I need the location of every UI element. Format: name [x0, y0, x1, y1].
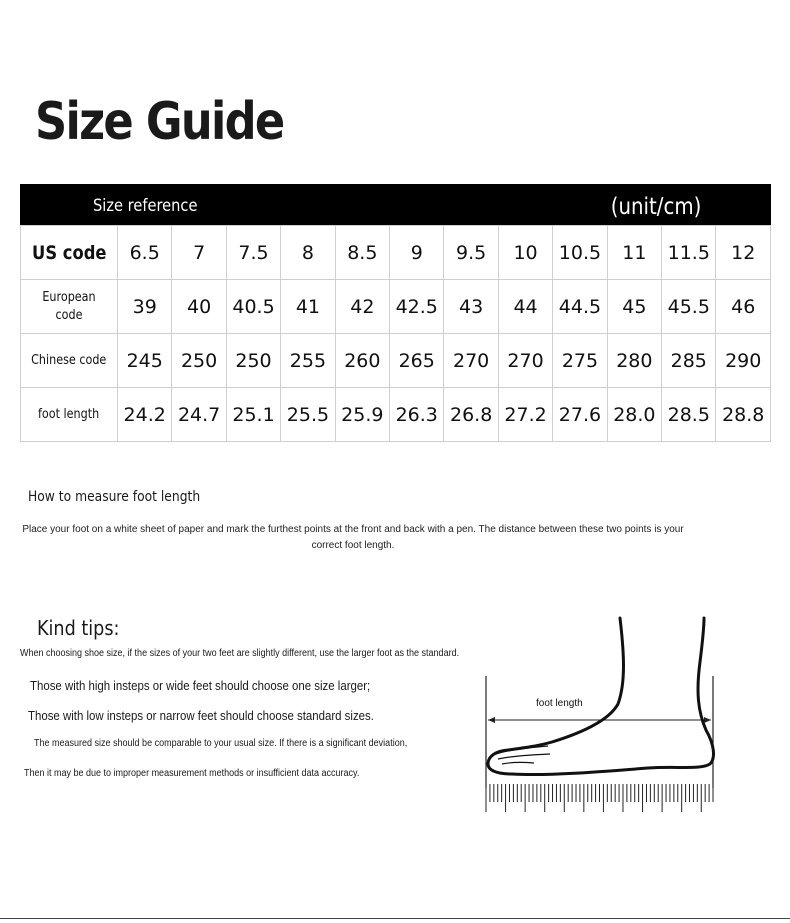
- table-cell: 280: [607, 334, 661, 388]
- table-cell: 25.5: [281, 388, 335, 442]
- foot-outline: [488, 618, 713, 775]
- table-row: [21, 388, 771, 442]
- table-cell: 24.7: [172, 388, 226, 442]
- table-cell: 45.5: [662, 280, 716, 334]
- table-cell: 290: [716, 334, 771, 388]
- toe-line-3: [502, 762, 534, 764]
- table-cell: 43: [444, 280, 498, 334]
- table-cell: 12: [716, 226, 771, 280]
- kind-tips-title: Kind tips:: [37, 616, 120, 640]
- row-label: [21, 388, 118, 442]
- table-cell: 10.5: [553, 226, 607, 280]
- toe-line-2: [498, 754, 550, 759]
- table-cell: 275: [553, 334, 607, 388]
- table-cell: 42: [335, 280, 389, 334]
- tip-line-2: Those with high insteps or wide feet should choose one size larger;: [30, 678, 371, 693]
- measure-title: How to measure foot length: [28, 489, 201, 505]
- table-cell: 11.5: [662, 226, 716, 280]
- table-cell: 7.5: [226, 226, 280, 280]
- tip-line-5: Then it may be due to improper measurement methods or insufficient data accuracy.: [24, 768, 360, 779]
- table-cell: 44: [498, 280, 552, 334]
- row-label: [21, 280, 118, 334]
- measure-instructions: Place your foot on a white sheet of paper and mark the furthest points at the front and back with a pen. The distance between these two points is your correct foot length.: [22, 524, 684, 551]
- table-cell: 39: [118, 280, 172, 334]
- row-label-text: European code: [42, 289, 96, 323]
- ruler: [486, 784, 713, 812]
- row-label-text: foot length: [38, 406, 100, 422]
- table-cell: 44.5: [553, 280, 607, 334]
- table-cell: 26.3: [390, 388, 444, 442]
- table-cell: 285: [662, 334, 716, 388]
- table-cell: 8.5: [335, 226, 389, 280]
- table-cell: 245: [118, 334, 172, 388]
- table-cell: 41: [281, 280, 335, 334]
- table-cell: 8: [281, 226, 335, 280]
- table-row: [21, 334, 771, 388]
- tip-line-3: Those with low insteps or narrow feet should choose standard sizes.: [28, 708, 374, 723]
- table-cell: 28.0: [607, 388, 661, 442]
- table-cell: 6.5: [118, 226, 172, 280]
- table-cell: 11: [607, 226, 661, 280]
- size-reference-table: [20, 184, 771, 442]
- table-cell: 10: [498, 226, 552, 280]
- page-title: Size Guide: [35, 92, 284, 152]
- table-cell: 7: [172, 226, 226, 280]
- table-cell: 25.1: [226, 388, 280, 442]
- table-row: [21, 280, 771, 334]
- table-cell: 270: [444, 334, 498, 388]
- table-cell: 28.5: [662, 388, 716, 442]
- size-reference-label: Size reference: [93, 196, 198, 216]
- table-cell: 255: [281, 334, 335, 388]
- table-cell: 42.5: [390, 280, 444, 334]
- table-cell: 28.8: [716, 388, 771, 442]
- size-table-grid: [20, 225, 771, 442]
- foot-length-label: foot length: [536, 698, 583, 709]
- tip-line-4: The measured size should be comparable to your usual size. If there is a significant deviation,: [34, 738, 408, 749]
- table-cell: 270: [498, 334, 552, 388]
- table-cell: 250: [172, 334, 226, 388]
- table-cell: 26.8: [444, 388, 498, 442]
- row-label: [21, 226, 118, 280]
- tip-line-1: When choosing shoe size, if the sizes of your two feet are slightly different, use the larger foot as the standard.: [20, 648, 460, 659]
- bottom-divider: [0, 918, 790, 919]
- unit-label: (unit/cm): [610, 194, 701, 220]
- table-cell: 40.5: [226, 280, 280, 334]
- table-cell: 40: [172, 280, 226, 334]
- row-label: [21, 334, 118, 388]
- table-cell: 265: [390, 334, 444, 388]
- arrow-right-icon: [704, 717, 711, 723]
- table-row: [21, 226, 771, 280]
- row-label-text: US code: [31, 241, 107, 264]
- arrow-left-icon: [488, 717, 495, 723]
- table-cell: 24.2: [118, 388, 172, 442]
- table-header-bar: [20, 184, 771, 225]
- table-cell: 260: [335, 334, 389, 388]
- table-cell: 46: [716, 280, 771, 334]
- table-cell: 9.5: [444, 226, 498, 280]
- table-cell: 27.2: [498, 388, 552, 442]
- table-cell: 250: [226, 334, 280, 388]
- table-cell: 27.6: [553, 388, 607, 442]
- foot-measure-diagram: [478, 612, 726, 822]
- row-label-text: Chinese code: [31, 352, 107, 368]
- table-cell: 45: [607, 280, 661, 334]
- table-cell: 25.9: [335, 388, 389, 442]
- table-cell: 9: [390, 226, 444, 280]
